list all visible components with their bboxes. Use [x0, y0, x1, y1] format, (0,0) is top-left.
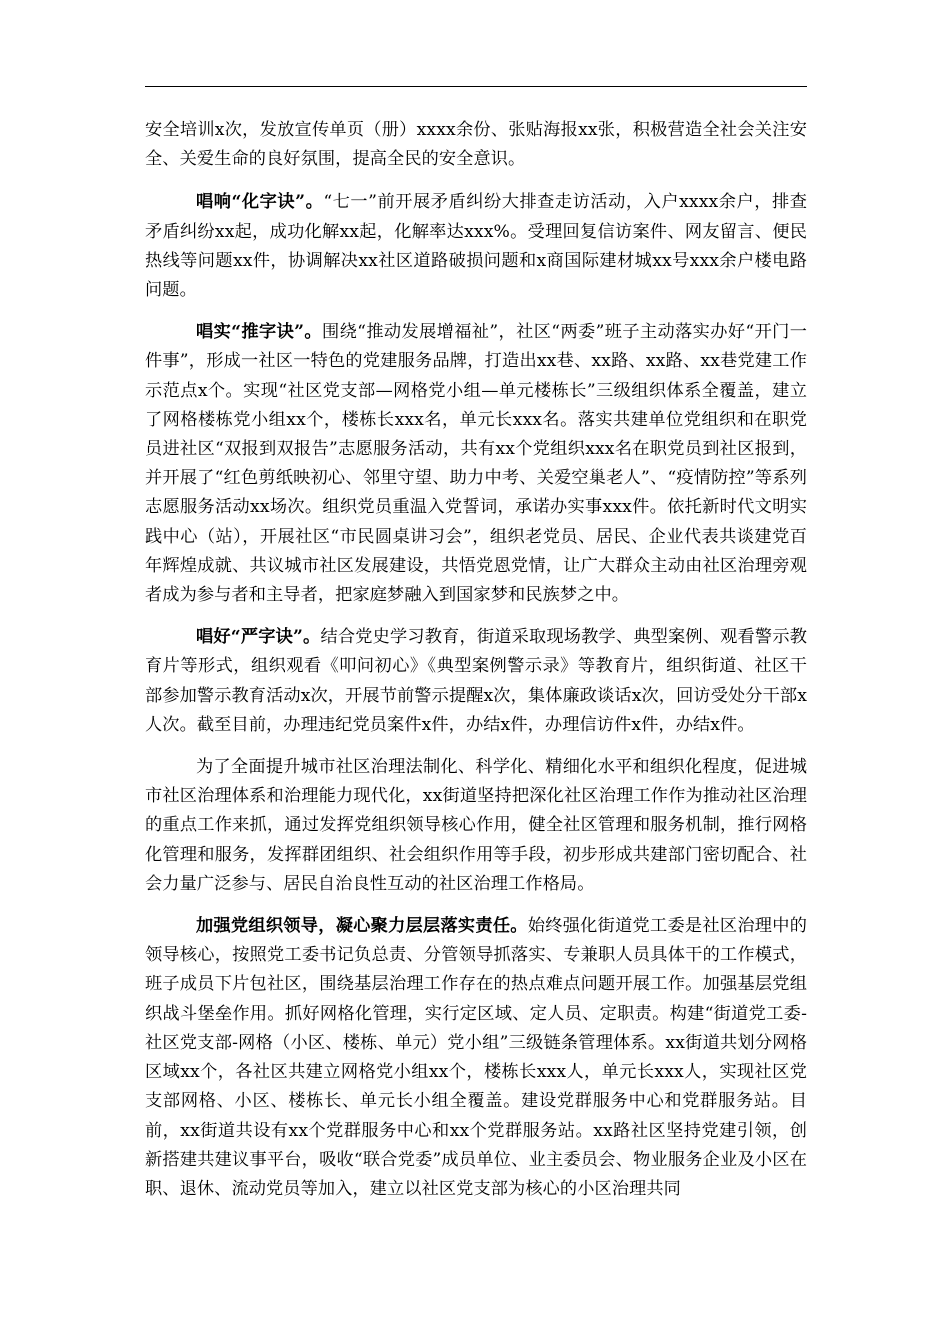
paragraph-text: 始终强化街道党工委是社区治理中的领导核心，按照党工委书记负总责、分管领导抓落实、专兼职人员具体干的工作模式，班子成员下片包社区，围绕基层治理工作存在的热点难点问题开展工作。加强基层党组织战斗堡垒作用。抓好网格化管理，实行定区域、定人员、定职责。构建“街道党工委-社区党支部-网格（小区、楼栋、单元）党小组”三级链条管理体系。xx街道共划分网格区域xx个，各社区共建立网格党小组xx个，楼栋长xxx人，单元长xxx人，实现社区党支部网格、小区、楼栋长、单元长小组全覆盖。建设党群服务中心和党群服务站。目前，xx街道共设有xx个党群服务中心和xx个党群服务站。xx路社区坚持党建引领，创新搭建共建议事平台，吸收“联合党委”成员单位、业主委员会、物业服务企业及小区在职、退休、流动党员等加入，建立以社区党支部为核心的小区治理共同: [145, 916, 807, 1199]
paragraph-lead: 唱好“严字诀”。: [196, 627, 321, 648]
document-body: [145, 116, 807, 1217]
paragraph-yan-zi-jue: [145, 623, 807, 740]
paragraph-hua-zi-jue: [145, 188, 807, 305]
paragraph-text: 安全培训x次，发放宣传单页（册）xxxx余份、张贴海报xx张，积极营造全社会关注安全、关爱生命的良好氛围，提高全民的安全意识。: [145, 120, 807, 170]
paragraph-text: 围绕“推动发展增福祉”，社区“两委”班子主动落实办好“开门一件事”，形成一社区一特色的党建服务品牌，打造出xx巷、xx路、xx路、xx巷党建工作示范点x个。实现“社区党支部—网格党小组—单元楼栋长”三级组织体系全覆盖，建立了网格楼栋党小组xx个，楼栋长xxx名，单元长xxx名。落实共建单位党组织和在职党员进社区“双报到双报告”志愿服务活动，共有xx个党组织xxx名在职党员到社区报到，并开展了“红色剪纸映初心、邻里守望、助力中考、关爱空巢老人”、“疫情防控”等系列志愿服务活动xx场次。组织党员重温入党誓词，承诺办实事xxx件。依托新时代文明实践中心（站），开展社区“市民圆桌讲习会”，组织老党员、居民、企业代表共谈建党百年辉煌成就、共议城市社区发展建设，共悟党恩党情，让广大群众主动由社区治理旁观者成为参与者和主导者，把家庭梦融入到国家梦和民族梦之中。: [145, 322, 808, 606]
paragraph-governance-intro: [145, 753, 807, 899]
paragraph-text: 为了全面提升城市社区治理法制化、科学化、精细化水平和组织化程度，促进城市社区治理体系和治理能力现代化，xx街道坚持把深化社区治理工作作为推动社区治理的重点工作来抓，通过发挥党组织领导核心作用，健全社区管理和服务机制，推行网格化管理和服务，发挥群团组织、社会组织作用等手段，初步形成共建部门密切配合、社会力量广泛参与、居民自治良性互动的社区治理工作格局。: [145, 757, 807, 894]
paragraph-tui-zi-jue: [145, 318, 807, 610]
header-rule: [145, 86, 807, 87]
paragraph-text: “七一”前开展矛盾纠纷大排查走访活动，入户xxxx余户，排查矛盾纠纷xx起，成功化解xx起，化解率达xxx%。受理回复信访案件、网友留言、便民热线等问题xx件，协调解决xx社区道路破损问题和x商国际建材城xx号xxx余户楼电路问题。: [145, 192, 807, 301]
paragraph-text: 结合党史学习教育，街道采取现场教学、典型案例、观看警示教育片等形式，组织观看《叩问初心》《典型案例警示录》等教育片，组织街道、社区干部参加警示教育活动x次，开展节前警示提醒x次，集体廉政谈话x次，回访受处分干部x人次。截至目前，办理违纪党员案件x件，办结x件，办理信访件x件，办结x件。: [145, 627, 807, 735]
paragraph-lead: 唱响“化字诀”。: [196, 192, 324, 213]
paragraph-lead: 加强党组织领导，凝心聚力层层落实责任。: [196, 916, 528, 937]
paragraph-party-leadership: [145, 912, 807, 1204]
paragraph-lead: 唱实“推字诀”。: [196, 322, 323, 343]
paragraph-safety-training: [145, 116, 807, 174]
